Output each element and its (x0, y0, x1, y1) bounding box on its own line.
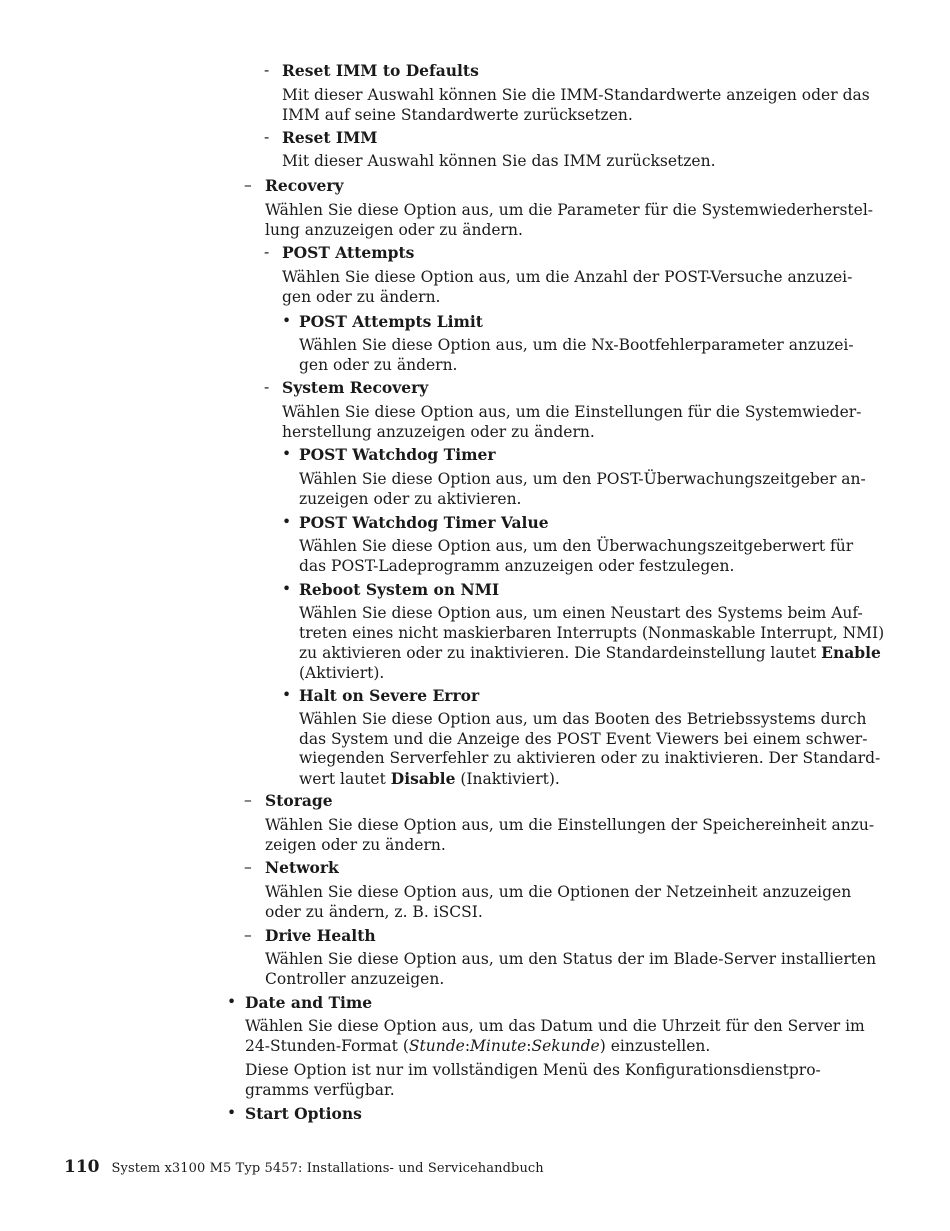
list-endash-marker: – (244, 176, 252, 194)
post-attempts-limit-heading: POST Attempts Limit (299, 312, 483, 331)
list-dash-marker: - (264, 243, 270, 261)
time-separator: : (526, 1036, 532, 1055)
drive-health-heading: Drive Health (265, 926, 376, 945)
post-watchdog-timer-value-text: Wählen Sie diese Option aus, um den Überwachungszeitgeberwert für das POST-Ladeprogramm anzuzeigen oder festzulegen. (299, 537, 854, 575)
time-separator: : (464, 1036, 471, 1055)
halt-on-severe-error-heading: Halt on Severe Error (299, 686, 480, 705)
drive-health-text: Wählen Sie diese Option aus, um den Status der im Blade-Server installierten Controller anzuzeigen. (265, 950, 877, 988)
sekunde-term: Sekunde (531, 1036, 600, 1055)
storage-heading: Storage (265, 791, 333, 810)
start-options-heading: Start Options (245, 1104, 362, 1123)
footer-text: System x3100 M5 Typ 5457: Installations- und Servicehandbuch (111, 1161, 544, 1176)
date-time-text-part: Wählen Sie diese Option aus, um das Datum und die Uhrzeit für den Server im 24-Stunden-Format ( (245, 1017, 865, 1055)
system-recovery-heading: System Recovery (282, 378, 429, 397)
list-endash-marker: – (244, 926, 252, 944)
list-dash-marker: - (264, 128, 270, 146)
network-heading: Network (265, 858, 339, 877)
reboot-text-part: Wählen Sie diese Option aus, um einen Neustart des Systems beim Auf- treten eines nicht maskierbaren Interrupts (Nonmaskable Interrupt, NMI) zu aktivieren oder zu inaktivieren. Die Standardeinstellung lautet (299, 604, 885, 662)
list-bullet-marker: • (282, 513, 292, 531)
reset-imm-defaults-heading: Reset IMM to Defaults (282, 61, 479, 80)
list-bullet-marker: • (282, 445, 292, 463)
reboot-text-part: (Aktiviert). (299, 663, 385, 682)
stunde-term: Stunde (408, 1036, 465, 1055)
list-bullet-marker: • (227, 1104, 237, 1122)
post-watchdog-timer-heading: POST Watchdog Timer (299, 445, 496, 464)
enable-value: Enable (821, 643, 881, 662)
date-and-time-text (245, 1017, 865, 1056)
post-attempts-text: Wählen Sie diese Option aus, um die Anzahl der POST-Versuche anzuzei- gen oder zu ändern. (282, 268, 853, 306)
halt-text-part: Wählen Sie diese Option aus, um das Booten des Betriebssystems durch das System und die Anzeige des POST Event Viewers bei einem schwer- wiegenden Serverfehler zu aktivieren oder zu inaktivieren. Der Standard- wert lautet (299, 710, 881, 788)
post-watchdog-timer-text: Wählen Sie diese Option aus, um den POST-Überwachungszeitgeber an- zuzeigen oder zu aktivieren. (299, 470, 866, 508)
post-attempts-heading: POST Attempts (282, 243, 415, 262)
page-number: 110 (64, 1157, 100, 1177)
list-bullet-marker: • (282, 580, 292, 598)
storage-text: Wählen Sie diese Option aus, um die Einstellungen der Speichereinheit anzu- zeigen oder zu ändern. (265, 816, 875, 854)
network-text: Wählen Sie diese Option aus, um die Optionen der Netzeinheit anzuzeigen oder zu ändern, z. B. iSCSI. (265, 883, 852, 921)
system-recovery-text: Wählen Sie diese Option aus, um die Einstellungen für die Systemwieder- herstellung anzuzeigen oder zu ändern. (282, 403, 862, 441)
list-endash-marker: – (244, 858, 252, 876)
minute-term: Minute (470, 1036, 527, 1055)
halt-on-severe-error-text (299, 710, 880, 789)
list-bullet-marker: • (227, 993, 237, 1011)
date-and-time-note: Diese Option ist nur im vollständigen Menü des Konfigurationsdienstpro- gramms verfügbar. (245, 1061, 821, 1099)
date-time-text-part: ) einzustellen. (599, 1036, 711, 1055)
recovery-heading: Recovery (265, 176, 344, 195)
reset-imm-defaults-text: Mit dieser Auswahl können Sie die IMM-Standardwerte anzeigen oder das IMM auf seine Standardwerte zurücksetzen. (282, 86, 870, 124)
page-footer (64, 1157, 544, 1179)
reboot-system-nmi-text (299, 604, 884, 683)
halt-text-part: (Inaktiviert). (455, 769, 560, 788)
reset-imm-heading: Reset IMM (282, 128, 378, 147)
date-and-time-heading: Date and Time (245, 993, 373, 1012)
disable-value: Disable (390, 768, 456, 788)
list-dash-marker: - (264, 61, 270, 79)
list-dash-marker: - (264, 378, 270, 396)
reboot-system-nmi-heading: Reboot System on NMI (299, 580, 500, 599)
post-attempts-limit-text: Wählen Sie diese Option aus, um die Nx-Bootfehlerparameter anzuzei- gen oder zu ändern. (299, 336, 854, 374)
reset-imm-text: Mit dieser Auswahl können Sie das IMM zurücksetzen. (282, 152, 716, 170)
post-watchdog-timer-value-heading: POST Watchdog Timer Value (299, 513, 549, 532)
list-bullet-marker: • (282, 686, 292, 704)
list-bullet-marker: • (282, 312, 292, 330)
recovery-text: Wählen Sie diese Option aus, um die Parameter für die Systemwiederherstel- lung anzuzeigen oder zu ändern. (265, 201, 874, 239)
list-endash-marker: – (244, 791, 252, 809)
